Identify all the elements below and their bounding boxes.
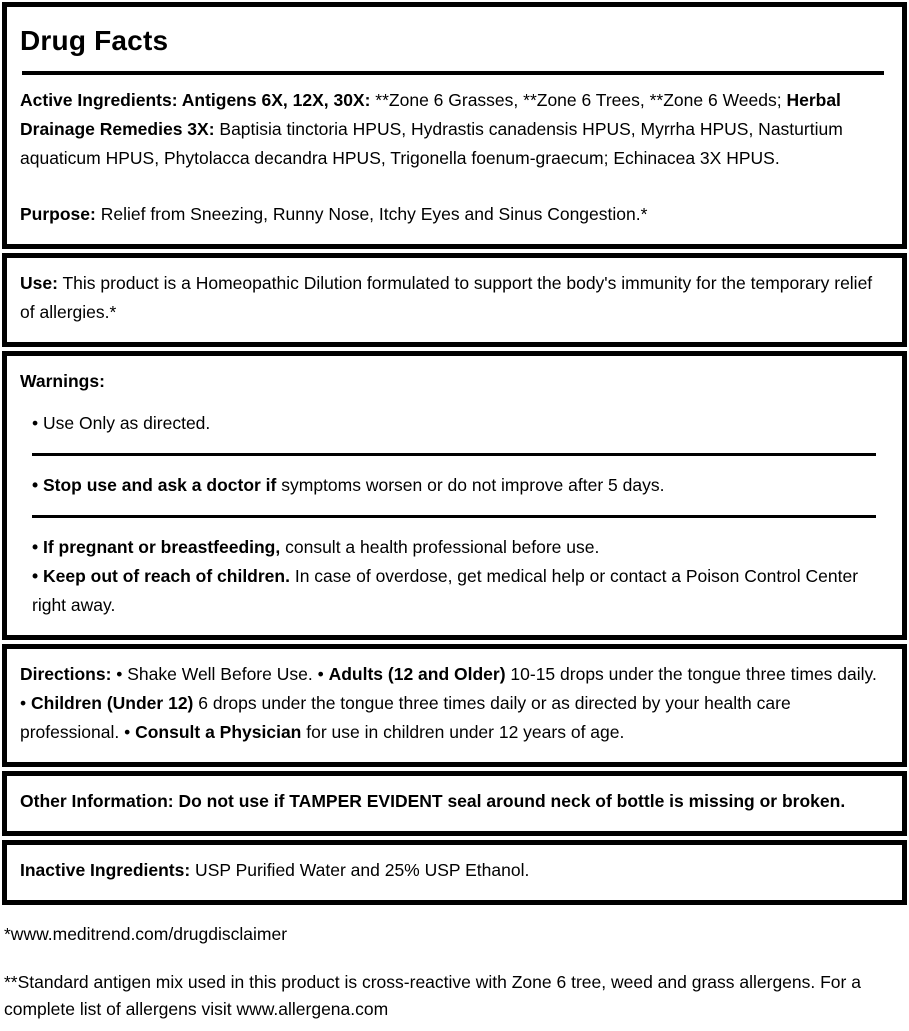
footnote-allergen-info: **Standard antigen mix used in this product is cross-reactive with Zone 6 tree, weed and grass allergens. For a complete list of allergens visit www.allergena.com xyxy=(4,972,861,1019)
section-active-ingredients-purpose xyxy=(2,2,907,249)
warning-stop-use-label: • Stop use and ask a doctor if xyxy=(32,475,277,495)
footnotes xyxy=(4,921,905,1031)
warning-keep-out-text: In case of overdose, get medical help or contact a Poison Control Center right away. xyxy=(32,566,859,615)
warnings-divider-1 xyxy=(32,453,876,456)
purpose-paragraph xyxy=(20,200,886,229)
directions-children-text: 6 drops under the tongue three times daily or as directed by your health care professional. • xyxy=(20,693,791,742)
warning-pregnant xyxy=(20,533,886,562)
use-text: This product is a Homeopathic Dilution formulated to support the body's immunity for the temporary relief of allergies.* xyxy=(20,273,873,322)
directions-paragraph xyxy=(20,660,886,747)
warnings-heading: Warnings: xyxy=(20,371,105,391)
inactive-ingredients-text: USP Purified Water and 25% USP Ethanol. xyxy=(190,860,530,880)
warning-stop-use xyxy=(20,471,886,500)
directions-consult-label: Consult a Physician xyxy=(135,722,302,742)
section-directions xyxy=(2,644,907,767)
footnote-drug-disclaimer: *www.meditrend.com/drugdisclaimer xyxy=(4,924,288,944)
section-other-information xyxy=(2,771,907,836)
directions-shake-well: • Shake Well Before Use. • xyxy=(111,664,329,684)
purpose-text: Relief from Sneezing, Runny Nose, Itchy Eyes and Sinus Congestion.* xyxy=(95,204,648,224)
active-ingredients-label: Active Ingredients: Antigens 6X, 12X, 30X: xyxy=(20,90,371,110)
inactive-ingredients-paragraph xyxy=(20,856,886,885)
section-warnings xyxy=(2,351,907,640)
purpose-label: Purpose: xyxy=(20,204,96,224)
active-ingredients-zones: **Zone 6 Grasses, **Zone 6 Trees, **Zone 6 Weeds; xyxy=(370,90,787,110)
directions-label: Directions: xyxy=(20,664,112,684)
warning-pregnant-label: • If pregnant or breastfeeding, xyxy=(32,537,281,557)
section-use xyxy=(2,253,907,347)
herbal-remedies-list: Baptisia tinctoria HPUS, Hydrastis canadensis HPUS, Myrrha HPUS, Nasturtium aquaticum HPUS, Phytolacca decandra HPUS, Trigonella foenum-graecum; Echinacea 3X HPUS. xyxy=(20,119,843,168)
use-label: Use: xyxy=(20,273,58,293)
section-inactive-ingredients xyxy=(2,840,907,905)
warning-keep-out-label: • Keep out of reach of children. xyxy=(32,566,290,586)
warning-keep-out-of-reach xyxy=(20,562,886,620)
warning-use-only-as-directed: • Use Only as directed. xyxy=(32,413,211,433)
directions-children-label: Children (Under 12) xyxy=(31,693,194,713)
inactive-ingredients-label: Inactive Ingredients: xyxy=(20,860,191,880)
active-ingredients-paragraph xyxy=(20,86,886,173)
warnings-divider-2 xyxy=(32,515,876,518)
directions-adults-label: Adults (12 and Older) xyxy=(328,664,506,684)
warning-pregnant-text: consult a health professional before use. xyxy=(280,537,600,557)
warning-stop-use-text: symptoms worsen or do not improve after 5 days. xyxy=(276,475,665,495)
directions-adults-text: 10-15 drops under the tongue three times daily. • xyxy=(20,664,877,713)
use-paragraph xyxy=(20,269,886,327)
herbal-remedies-label: Herbal Drainage Remedies 3X: xyxy=(20,90,841,139)
title-divider xyxy=(22,71,884,75)
drug-facts-title: Drug Facts xyxy=(20,25,169,56)
directions-consult-text: for use in children under 12 years of age. xyxy=(301,722,625,742)
other-information-paragraph: Other Information: Do not use if TAMPER EVIDENT seal around neck of bottle is missing or broken. xyxy=(20,791,846,811)
